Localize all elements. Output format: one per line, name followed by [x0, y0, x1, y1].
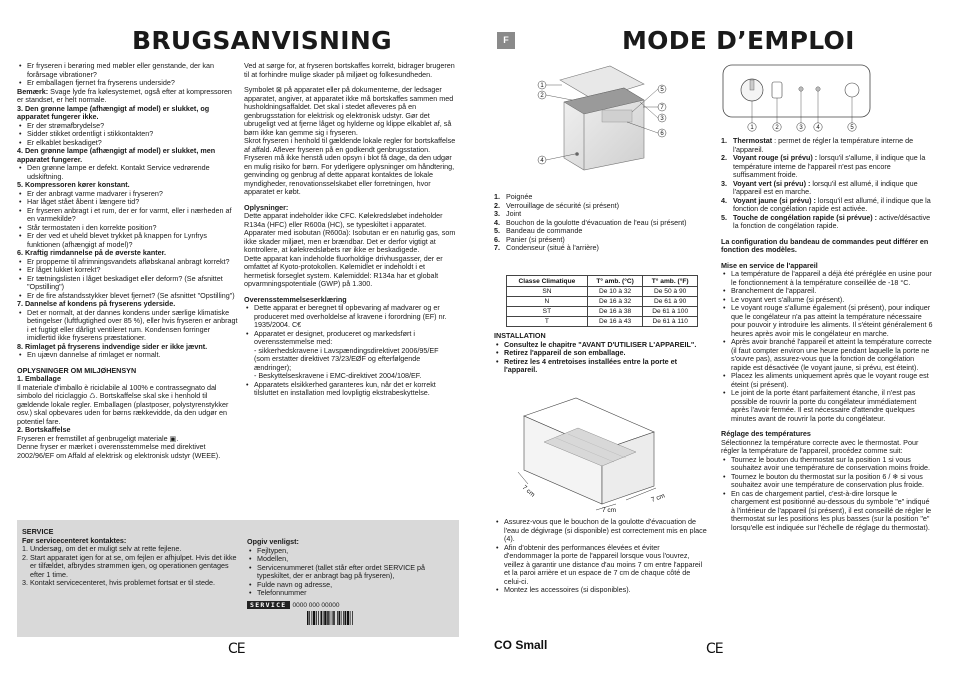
model-name: CO Small — [494, 638, 548, 652]
controls-item-desc: lorsqu'il s'allume, il indique que la température interne de l'appareil n'est pas encore suffisamment froide. — [733, 153, 926, 179]
barcode-bar — [309, 611, 310, 625]
danish-troubleshooting-column — [17, 62, 239, 460]
barcode-bar — [313, 611, 315, 625]
svg-text:4: 4 — [816, 125, 820, 132]
installation-title: INSTALLATION — [494, 331, 546, 340]
startup-list — [721, 270, 935, 423]
barcode-bar — [350, 611, 351, 625]
controls-list-item — [721, 180, 935, 197]
svg-text:1: 1 — [540, 83, 544, 89]
parts-item-label: Bouchon de la goulotte d'évacuation de l'eau (si présent) — [506, 217, 687, 227]
controls-list-item — [721, 154, 935, 180]
svg-text:3: 3 — [660, 116, 664, 122]
col2-paragraph — [244, 62, 456, 79]
service-box — [17, 520, 459, 637]
climate-table-header-row — [507, 276, 698, 287]
col1-heading: 1. Emballage — [17, 374, 61, 383]
parts-item-number: 4. — [494, 217, 500, 227]
parts-item-number: 3. — [494, 209, 500, 218]
col1-bullet-item: • Står termostaten i den korrekte position? — [17, 224, 239, 233]
col1-bullet-item: • Er låget lukket korrekt? — [17, 266, 239, 275]
startup-item: • La température de l'appareil a déjà été préréglée en usine pour le fonctionnement à la température conseillée de -18 °C. — [721, 270, 935, 287]
col2-heading: Oplysninger: — [244, 202, 289, 212]
col1-bullet-item: • Er emballagen fjernet fra fryserens underside? — [17, 79, 239, 88]
svg-text:3: 3 — [799, 125, 803, 132]
col1-paragraph — [17, 384, 239, 427]
col2-text: Dette apparat indeholder ikke CFC. Kølekredsløbet indeholder R134a (HFC) eller R600a (HC), se typeskiltet i apparatet. — [244, 211, 443, 229]
climate-table-cell: De 61 à 90 — [643, 297, 698, 307]
col1-bullet-item: • Sidder stikket ordentligt i stikkontakten? — [17, 130, 239, 139]
col1-bullet-item: • Det er normalt, at der dannes kondens under særlige klimatiske betingelser (luftfugtighed over 85 %), eller hvis fryseren er anbragt i et fugtigt eller dårligt ventileret rum. Kondensen forringer imidlertid ikke fryserens præstationer. — [17, 309, 239, 343]
col1-bullet-item: • Er der anbragt varme madvarer i fryseren? — [17, 190, 239, 199]
svg-text:2: 2 — [775, 125, 779, 132]
service-title: SERVICE — [22, 527, 54, 536]
climate-table-row — [507, 287, 698, 297]
climate-table-header-cell: Classe Climatique — [507, 276, 588, 287]
col1-bullet-item: • En ujævn dannelse af rimlaget er normalt. — [17, 351, 239, 360]
climate-table-cell: De 16 à 32 — [587, 297, 643, 307]
col1-bullet-list — [17, 122, 239, 148]
controls-item-number: 3. — [721, 178, 727, 188]
col2-indented-text: - Beskyttelseskravene i EMC-direktivet 2004/108/EF. — [254, 371, 422, 380]
col2-paragraph — [244, 137, 456, 197]
service-label — [247, 601, 447, 611]
controls-item-name: Touche de congélation rapide (si prévue) : — [733, 212, 878, 222]
french-controls-column — [721, 137, 935, 532]
col1-heading: 2. Bortskaffelse — [17, 425, 71, 434]
service-give-item: • Fulde navn og adresse, — [247, 581, 447, 590]
controls-item-name: Thermostat — [733, 136, 773, 145]
parts-list — [494, 193, 704, 253]
barcode-bar — [316, 611, 317, 625]
barcode-bar — [330, 611, 331, 625]
temperature-item: • En cas de chargement partiel, c'est-à-dire lorsque le chargement est positionné au-dessous du symbole "e" indiqué à l'intérieur de l'appareil (si présent), il est conseillé de régler le thermostat sur les positions les plus basses (sur la position "e" lorsqu'elle est indiquée sur l'échelle de réglage du thermostat). — [721, 490, 935, 533]
col2-text: Symbolet ⊠ på apparatet eller på dokumenterne, der ledsager apparatet, angiver, at apparatet ikke må bortskaffes sammen med husholdningsaffaldet. Det skal i stedet afleveres på en genbrugsstation for elektrisk og elektronisk udstyr. Gør det ubrugeligt ved at fjerne låget og hylderne og klippe elkablet af, så børn ikke kan gemme sig i fryseren. — [244, 85, 454, 137]
clearance-label-left: 7 cm — [520, 484, 537, 499]
climate-table-row — [507, 307, 698, 317]
service-step: 3. Kontakt servicecenteret, hvis problemet fortsat er til stede. — [22, 578, 215, 587]
installation-item: • Consultez le chapitre "AVANT D'UTILISER L'APPAREIL". — [494, 341, 709, 350]
col1-bullet-item: • Den grønne lampe er defekt. Kontakt Service vedrørende udskiftning. — [17, 164, 239, 181]
col1-bullet-list — [17, 62, 239, 88]
temperature-list — [721, 456, 935, 533]
controls-list-item — [721, 137, 935, 154]
panel-callout-3 — [797, 123, 805, 131]
startup-item: • Après avoir branché l'appareil et atteint la température correcte (il faut compter environ une heure pendant laquelle la porte ne s'ouvre pas), assurez-vous que la fonction de congélation rapide est désactivée (le voyant jaune, si prévu, est éteint). — [721, 338, 935, 372]
temperature-intro: Sélectionnez la température correcte avec le thermostat. Pour régler la température de l'appareil, procédez comme suit: — [721, 437, 919, 455]
controls-list-item — [721, 214, 935, 231]
service-step: 1. Undersøg, om det er muligt selv at rette fejlene. — [22, 544, 182, 553]
config-note: La configuration du bandeau de commandes peut différer en fonction des modèles. — [721, 236, 929, 254]
col1-heading: 6. Kraftig rimdannelse på de øverste kanter. — [17, 248, 166, 257]
controls-item-desc: active/désactive la fonction de congélation rapide. — [733, 212, 931, 230]
startup-item: • Placez les aliments uniquement après que le voyant rouge est éteint (si présent). — [721, 372, 935, 389]
col2-paragraph — [244, 86, 456, 137]
service-subtitle: Før servicecenteret kontaktes: — [22, 535, 127, 545]
climate-table-cell: De 16 à 43 — [587, 317, 643, 327]
danish-environment-column — [244, 62, 456, 398]
controls-item-name: Voyant jaune (si prévu) : — [733, 195, 816, 205]
barcode-bar — [337, 611, 338, 625]
freezer-parts-diagram — [532, 62, 672, 174]
service-give-item: • Servicenummeret (tallet står efter ordet SERVICE på typeskiltet, der er anbragt bag på fryseren), — [247, 564, 447, 581]
callout-2 — [538, 91, 572, 100]
climate-table-row — [507, 297, 698, 307]
service-give-item: • Telefonnummer — [247, 589, 447, 598]
temperature-item: • Tournez le bouton du thermostat sur la position 1 si vous souhaitez avoir une température de conservation moins froide. — [721, 456, 935, 473]
col2-bullet-list — [244, 304, 456, 347]
col1-heading: 4. Den grønne lampe (afhængigt af model) er slukket, men apparatet fungerer. — [17, 146, 216, 164]
svg-text:4: 4 — [540, 158, 544, 164]
climate-table-cell: De 61 à 110 — [643, 317, 698, 327]
col2-bullet-item: • Apparatet er designet, produceret og markedsført i overensstemmelse med: — [244, 330, 456, 347]
col1-bullet-list — [17, 164, 239, 181]
parts-item-number: 5. — [494, 226, 500, 235]
panel-callout-2 — [773, 123, 781, 131]
col1-bullet-list — [17, 309, 239, 343]
controls-item-number: 2. — [721, 153, 727, 162]
col1-heading: 7. Dannelse af kondens på fryserens yderside. — [17, 299, 176, 308]
language-badge: F — [497, 32, 515, 49]
callout-7 — [643, 103, 666, 111]
barcode-bar — [341, 611, 342, 625]
parts-item-number: 7. — [494, 243, 500, 252]
installation-list — [494, 341, 709, 375]
controls-item-name: Voyant vert (si prévu) : — [733, 178, 811, 188]
barcode-bar — [352, 611, 353, 625]
installation-note-item: • Montez les accessoires (si disponibles). — [494, 586, 709, 595]
installation-clearance-diagram — [516, 392, 672, 514]
col2-text: Ved at sørge for, at fryseren bortskaffes korrekt, bidrager brugeren til at forhindre mulige skader på miljøet og folkesundheden. — [244, 61, 455, 79]
installation-note-item: • Afin d'obtenir des performances élevées et éviter d'endommager la porte de l'appareil lorsque vous l'ouvrez, veillez à garantir une distance d'au moins 7 cm entre l'appareil et la paroi arrière et un espace de 7 cm de chaque côté de celui-ci. — [494, 544, 709, 587]
parts-item-label: Condenseur (situé à l'arrière) — [506, 243, 599, 252]
startup-item: • Le joint de la porte étant parfaitement étanche, il n'est pas possible de rouvrir la porte du congélateur immédiatement après l'avoir fermée. Il est nécessaire d'attendre quelques minutes avant de rouvrir la porte du congélateur. — [721, 389, 935, 423]
col1-bullet-list — [17, 351, 239, 360]
col1-paragraph — [17, 88, 239, 105]
page-title-danish: BRUGSANVISNING — [132, 26, 392, 55]
col1-bullet-list — [17, 190, 239, 250]
col1-bullet-item: • Er der ved et uheld blevet trykket på knappen for Lynfrys funktionen (afhængigt af model)? — [17, 232, 239, 249]
startup-item: • Le voyant vert s'allume (si présent). — [721, 296, 935, 305]
service-step: 2. Start apparatet igen for at se, om fejlen er afhjulpet. Hvis det ikke er tilfældet, afbrydes strømmen igen, og operationen gentages efter 1 time. — [22, 552, 237, 579]
installation-item: • Retirez l'appareil de son emballage. — [494, 349, 709, 358]
barcode-bar — [327, 611, 329, 625]
col1-text: Il materiale d'imballo è riciclabile al 100% e contrassegnato dal simbolo del riciclaggio ♺. Bortskaffelse skal ske i henhold til gældende lokale regler. Emballagen (plastposer, polystyrenstykker osv.) skal opbevares uden for børns rækkevidde, da den udgør en potentiel fare. — [17, 382, 229, 426]
col1-bullet-item: • Er der strømafbrydelse? — [17, 122, 239, 131]
parts-item-label: Joint — [506, 209, 522, 218]
barcode-bar — [318, 611, 319, 625]
service-give-list — [247, 547, 447, 598]
barcode-bar — [307, 611, 309, 625]
col2-text: Dette apparat kan indeholde fluorholdige drivhusgasser, der er omfattet af Kyoto-protokollen. Kølemidlet er indeholdt i et hermetisk forseglet system. Kølemiddel: R134a har et globalt opvarmningspotentiale (GWP) på 1.300. — [244, 253, 443, 288]
clearance-label-bottom: 7 cm — [602, 507, 617, 514]
svg-text:1: 1 — [750, 125, 754, 132]
barcode-bar — [345, 611, 347, 625]
col2-bullet-list — [244, 381, 456, 398]
svg-text:2: 2 — [540, 93, 544, 99]
parts-list-item — [494, 202, 704, 211]
climate-table-cell: SN — [507, 287, 588, 297]
col2-paragraph — [244, 229, 456, 255]
service-label-number: 0000 000 00000 — [292, 601, 340, 609]
climate-table-cell: T — [507, 317, 588, 327]
barcode-bar — [343, 611, 344, 625]
barcode-bar — [323, 611, 324, 625]
panel-callout-5 — [848, 123, 856, 131]
barcode-bar — [324, 611, 326, 625]
col2-paragraph — [244, 212, 456, 229]
col1-text: Denne fryser er mærket i overensstemmelse med direktivet 2002/96/EF om Affald af elektrisk og elektronisk udstyr (WEEE). — [17, 442, 221, 460]
svg-text:7: 7 — [660, 105, 664, 111]
barcode-icon — [307, 611, 365, 625]
col1-text: Svage lyde fra kølesystemet, også efter at kompressoren er standset, er helt normale. — [17, 86, 232, 104]
ce-mark-left: CE — [228, 641, 245, 657]
installation-item: • Retirez les 4 entretoises installées entre la porte et l'appareil. — [494, 358, 709, 375]
barcode-bar — [347, 611, 349, 625]
col2-heading: Overensstemmelseserklæring — [244, 294, 347, 304]
service-give-title: Opgiv venligst: — [247, 537, 299, 546]
climate-table-cell: De 61 à 100 — [643, 307, 698, 317]
col1-heading: OPLYSNINGER OM MILJØHENSYN — [17, 365, 137, 375]
controls-item-desc: : permet de régler la température interne de l'appareil. — [733, 136, 914, 154]
startup-item: • Branchement de l'appareil. — [721, 287, 935, 296]
service-steps — [22, 545, 242, 588]
controls-item-number: 1. — [721, 136, 727, 145]
col2-indented-text: - sikkerhedskravene i Lavspændingsdirektivet 2006/95/EF (som erstatter direktivet 73/23/EØF og efterfølgende ændringer); — [254, 345, 439, 372]
col2-text: Apparater med isobutan (R600a): Isobutan er en naturlig gas, som ikke skader miljøet, men er brændbar. Det er derfor vigtigt at kontrollere, at kølekredsløbets rør ikke er beskadigede. — [244, 228, 456, 254]
col1-heading: 3. Den grønne lampe (afhængigt af model) er slukket, og apparatet fungerer ikke. — [17, 103, 210, 121]
installation-note-item: • Assurez-vous que le bouchon de la goulotte d'évacuation de l'eau de dégivrage (si disponible) est correctement mis en place (4). — [494, 518, 709, 544]
climate-table-header-cell: T° amb. (°F) — [643, 276, 698, 287]
parts-list-item — [494, 244, 704, 253]
service-label-word: SERVICE — [247, 601, 290, 609]
controls-item-number: 5. — [721, 212, 727, 222]
temperature-item: • Tournez le bouton du thermostat sur la position 6 / ❄ si vous souhaitez avoir une température de conservation plus froide. — [721, 473, 935, 490]
barcode-bar — [333, 611, 335, 625]
col1-bullet-item: • Er fryseren i berøring med møbler eller genstande, der kan forårsage vibrationer? — [17, 62, 239, 79]
page-title-french: MODE D’EMPLOI — [622, 26, 855, 55]
control-panel-diagram — [722, 64, 872, 136]
callout-1 — [538, 81, 562, 89]
climate-table-cell: De 50 à 90 — [643, 287, 698, 297]
startup-item: • Le voyant rouge s'allume également (si présent), pour indiquer que le congélateur n'a pas atteint la température nécessaire pour pouvoir y introduire les aliments. Il s'éteint généralement 6 heures après avoir mis le congélateur en marche. — [721, 304, 935, 338]
service-give-item: • Modellen, — [247, 555, 447, 564]
col1-heading: 5. Kompressoren kører konstant. — [17, 180, 130, 189]
parts-item-number: 2. — [494, 200, 500, 210]
controls-item-desc: lorsqu'il est allumé, il indique que la fonction de congélation rapide est activée. — [733, 195, 931, 213]
parts-item-label: Poignée — [506, 192, 533, 201]
col1-bullet-item: • Har låget stået åbent i længere tid? — [17, 198, 239, 207]
climate-table-row — [507, 317, 698, 327]
svg-text:5: 5 — [660, 87, 664, 93]
ce-mark-right: CE — [706, 641, 723, 657]
col1-text: Fryseren er fremstillet af genbrugeligt materiale ▣. — [17, 433, 179, 443]
col1-bullet-item: • Er fryseren anbragt i et rum, der er for varmt, eller i nærheden af en varmekilde? — [17, 207, 239, 224]
parts-item-number: 6. — [494, 234, 500, 244]
col2-text: Skrot fryseren i henhold til gældende lokale regler for bortskaffelse af affald. Aflever fryseren på en godkendt genbrugsstation. Fryseren må ikke henstå uden opsyn i blot få dage, da den udgør en mulig risiko for børn. For yderligere oplysninger om håndtering, genvinding og genbrug af dette apparat kontaktes de lokale myndigheder, renovationsselskabet eller forretningen, hvor apparatet er købt. — [244, 136, 456, 196]
controls-item-name: Voyant rouge (si prévu) : — [733, 153, 818, 162]
installation-section — [494, 332, 709, 375]
installation-notes-list — [494, 518, 709, 595]
climate-class-table — [506, 275, 698, 327]
controls-item-desc: lorsqu'il est allumé, il indique que l'appareil est en marche. — [733, 178, 918, 196]
col1-bullet-item: • Er propperne til afrimningsvandets afløbskanal anbragt korrekt? — [17, 258, 239, 267]
parts-item-label: Bandeau de commande — [506, 226, 583, 235]
climate-table-cell: ST — [507, 307, 588, 317]
barcode-bar — [339, 611, 341, 625]
controls-list-item — [721, 197, 935, 214]
panel-callout-4 — [814, 123, 822, 131]
startup-title: Mise en service de l'appareil — [721, 260, 818, 270]
col1-bullet-item: • Er elkablet beskadiget? — [17, 139, 239, 148]
controls-list — [721, 137, 935, 231]
col1-heading: 8. Rimlaget på fryserens indvendige sider er ikke jævnt. — [17, 341, 208, 351]
col1-paragraph — [17, 443, 239, 460]
barcode-bar — [312, 611, 313, 625]
clearance-label-right: 7 cm — [650, 492, 666, 504]
temperature-title: Réglage des températures — [721, 429, 811, 438]
svg-text:5: 5 — [850, 125, 854, 132]
service-give-item: • Fejltypen, — [247, 547, 447, 556]
col2-paragraph — [244, 255, 456, 289]
col2-bullet-item: • Dette apparat er beregnet til opbevaring af madvarer og er produceret med overholdelse af kravene i forordning (EF) nr. 1935/2004. C€ — [244, 304, 456, 330]
col1-bullet-list — [17, 258, 239, 301]
barcode-bar — [321, 611, 323, 625]
parts-item-label: Verrouillage de sécurité (si présent) — [506, 200, 620, 210]
climate-table-cell: De 16 à 38 — [587, 307, 643, 317]
climate-table-header-cell: T° amb. (°C) — [587, 276, 643, 287]
barcode-bar — [332, 611, 333, 625]
col1-bold-lead: Bemærk: — [17, 86, 49, 96]
parts-item-number: 1. — [494, 192, 500, 201]
climate-table-cell: De 10 à 32 — [587, 287, 643, 297]
col1-bullet-item: • Er tætningslisten i låget beskadiget eller deform? (Se afsnittet "Opstilling") — [17, 275, 239, 292]
svg-text:6: 6 — [660, 131, 664, 137]
panel-callout-1 — [748, 123, 756, 131]
parts-item-label: Panier (si présent) — [506, 234, 565, 244]
controls-item-number: 4. — [721, 195, 727, 205]
col1-bullet-item: • Er de fire afstandsstykker blevet fjernet? (Se afsnittet "Opstilling") — [17, 292, 239, 301]
col2-bullet-item: • Apparatets elsikkerhed garanteres kun, når det er korrekt tilsluttet en installation med lovpligtig ekstrabeskyttelse. — [244, 381, 456, 398]
climate-table-cell: N — [507, 297, 588, 307]
